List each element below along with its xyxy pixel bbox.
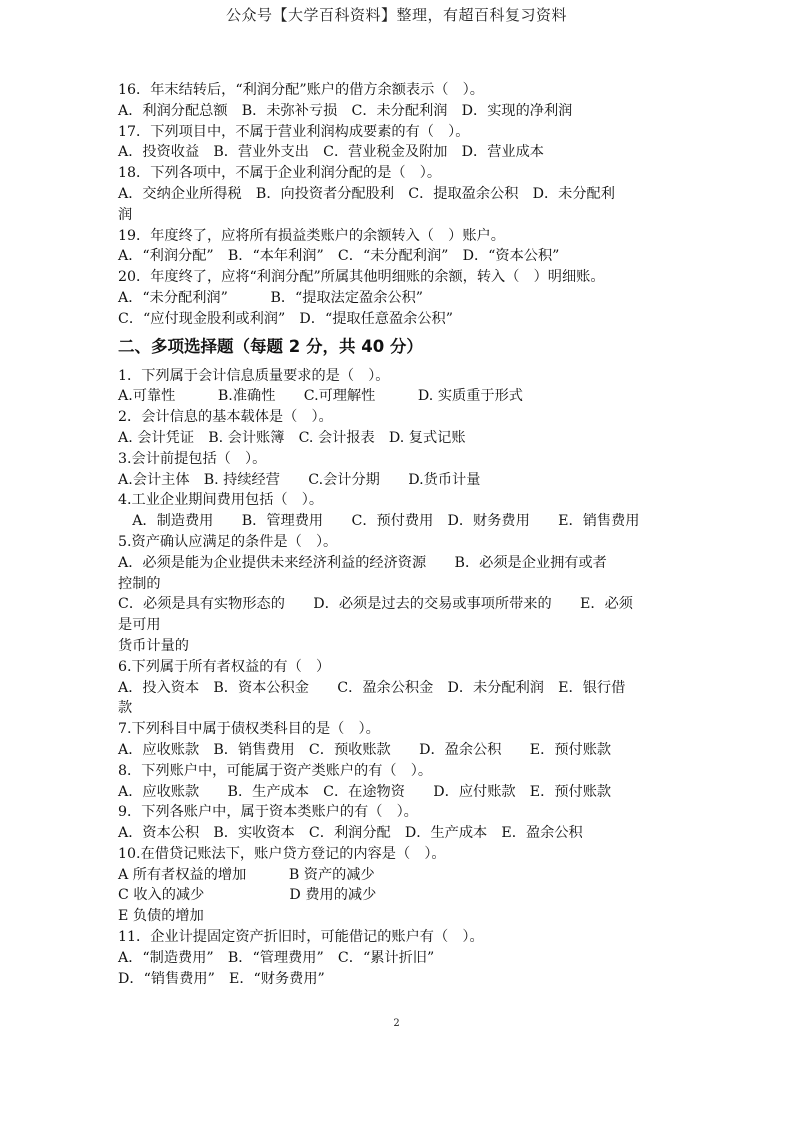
question-line: A．“未分配利润” B．“提取法定盈余公积”: [118, 289, 424, 306]
question-line: A．“制造费用” B．“管理费用” C．“累计折旧”: [118, 949, 435, 966]
question-line: 6.下列属于所有者权益的有（ ）: [118, 658, 331, 675]
question-line: 1．下列属于会计信息质量要求的是（ ）。: [118, 367, 390, 384]
question-line: A 所有者权益的增加 B 资产的减少: [118, 866, 375, 883]
question-line: 17．下列项目中，不属于营业利润构成要素的有（ ）。: [118, 123, 470, 140]
question-line: C．必须是具有实物形态的 D．必须是过去的交易或事项所带来的 E．必须: [118, 596, 633, 613]
single-choice-questions: [118, 80, 678, 330]
question-line: E 负债的增加: [118, 908, 204, 925]
question-line: A．投资收益 B．营业外支出 C．营业税金及附加 D．营业成本: [118, 144, 544, 161]
question-line: 2．会计信息的基本载体是（ ）。: [118, 409, 333, 426]
question-line: 货币计量的: [118, 637, 189, 654]
question-line: A.会计主体 B. 持续经营 C.会计分期 D.货币计量: [118, 471, 481, 488]
question-line: A．必须是能为企业提供未来经济利益的经济资源 B．必须是企业拥有或者: [118, 554, 607, 571]
question-line: 16．年末结转后，“利润分配”账户的借方余额表示（ ）。: [118, 82, 484, 98]
question-line: C 收入的减少 D 费用的减少: [118, 887, 377, 904]
question-line: A.可靠性 B.准确性 C.可理解性 D. 实质重于形式: [118, 388, 523, 405]
question-line: A．应收账款 B．销售费用 C．预收账款 D．盈余公积 E．预付账款: [118, 741, 612, 758]
question-line: 润: [118, 206, 133, 223]
question-line: 款: [118, 700, 133, 717]
question-line: 19．年度终了，应将所有损益类账户的余额转入（ ）账户。: [118, 227, 505, 244]
question-line: 4.工业企业期间费用包括（ ）。: [118, 492, 324, 509]
question-line: A．投入资本 B．资本公积金 C．盈余公积金 D．未分配利润 E．银行借: [118, 679, 626, 696]
question-line: 3.会计前提包括（ ）。: [118, 450, 267, 467]
question-line: A．资本公积 B．实收资本 C．利润分配 D．生产成本 E．盈余公积: [118, 825, 583, 842]
question-line: 9．下列各账户中，属于资本类账户的有（ ）。: [118, 804, 418, 821]
question-line: 是可用: [118, 617, 161, 634]
page-number: 2: [393, 1018, 400, 1029]
question-line: D．“销售费用” E．“财务费用”: [118, 970, 325, 987]
question-line: 控制的: [118, 575, 161, 592]
multiple-choice-questions: [118, 366, 678, 990]
section-title-multiple-choice: 二、多项选择题（每题 2 分，共 40 分）: [118, 336, 423, 356]
question-line: 18．下列各项中，不属于企业利润分配的是（ ）。: [118, 165, 442, 182]
question-line: A．利润分配总额 B．未弥补亏损 C．未分配利润 D．实现的净利润: [118, 102, 573, 119]
question-line: 11．企业计提固定资产折旧时，可能借记的账户有（ ）。: [118, 929, 484, 946]
question-line: A．“利润分配” B．“本年利润” C．“未分配利润” D．“资本公积”: [118, 248, 560, 265]
page-header: 公众号【大学百科资料】整理，有超百科复习资料: [225, 6, 567, 24]
question-line: A．交纳企业所得税 B．向投资者分配股利 C．提取盈余公积 D．未分配利: [118, 185, 615, 202]
question-line: A．应收账款 B．生产成本 C．在途物资 D．应付账款 E．预付账款: [118, 783, 612, 800]
question-line: 7.下列科目中属于债权类科目的是（ ）。: [118, 721, 380, 738]
question-line: A．制造费用 B．管理费用 C．预付费用 D．财务费用 E．销售费用: [118, 513, 640, 530]
question-line: C．“应付现金股利或利润” D．“提取任意盈余公积”: [118, 310, 453, 327]
question-line: 5.资产确认应满足的条件是（ ）。: [118, 533, 338, 550]
question-line: 8．下列账户中，可能属于资产类账户的有（ ）。: [118, 762, 433, 779]
question-line: A. 会计凭证 B. 会计账簿 C. 会计报表 D. 复式记账: [118, 429, 466, 446]
document-body: [118, 80, 678, 989]
question-line: 10.在借贷记账法下，账户贷方登记的内容是（ ）。: [118, 845, 446, 862]
question-line: 20．年度终了，应将“利润分配”所属其他明细账的余额，转入（ ）明细账。: [118, 269, 605, 286]
